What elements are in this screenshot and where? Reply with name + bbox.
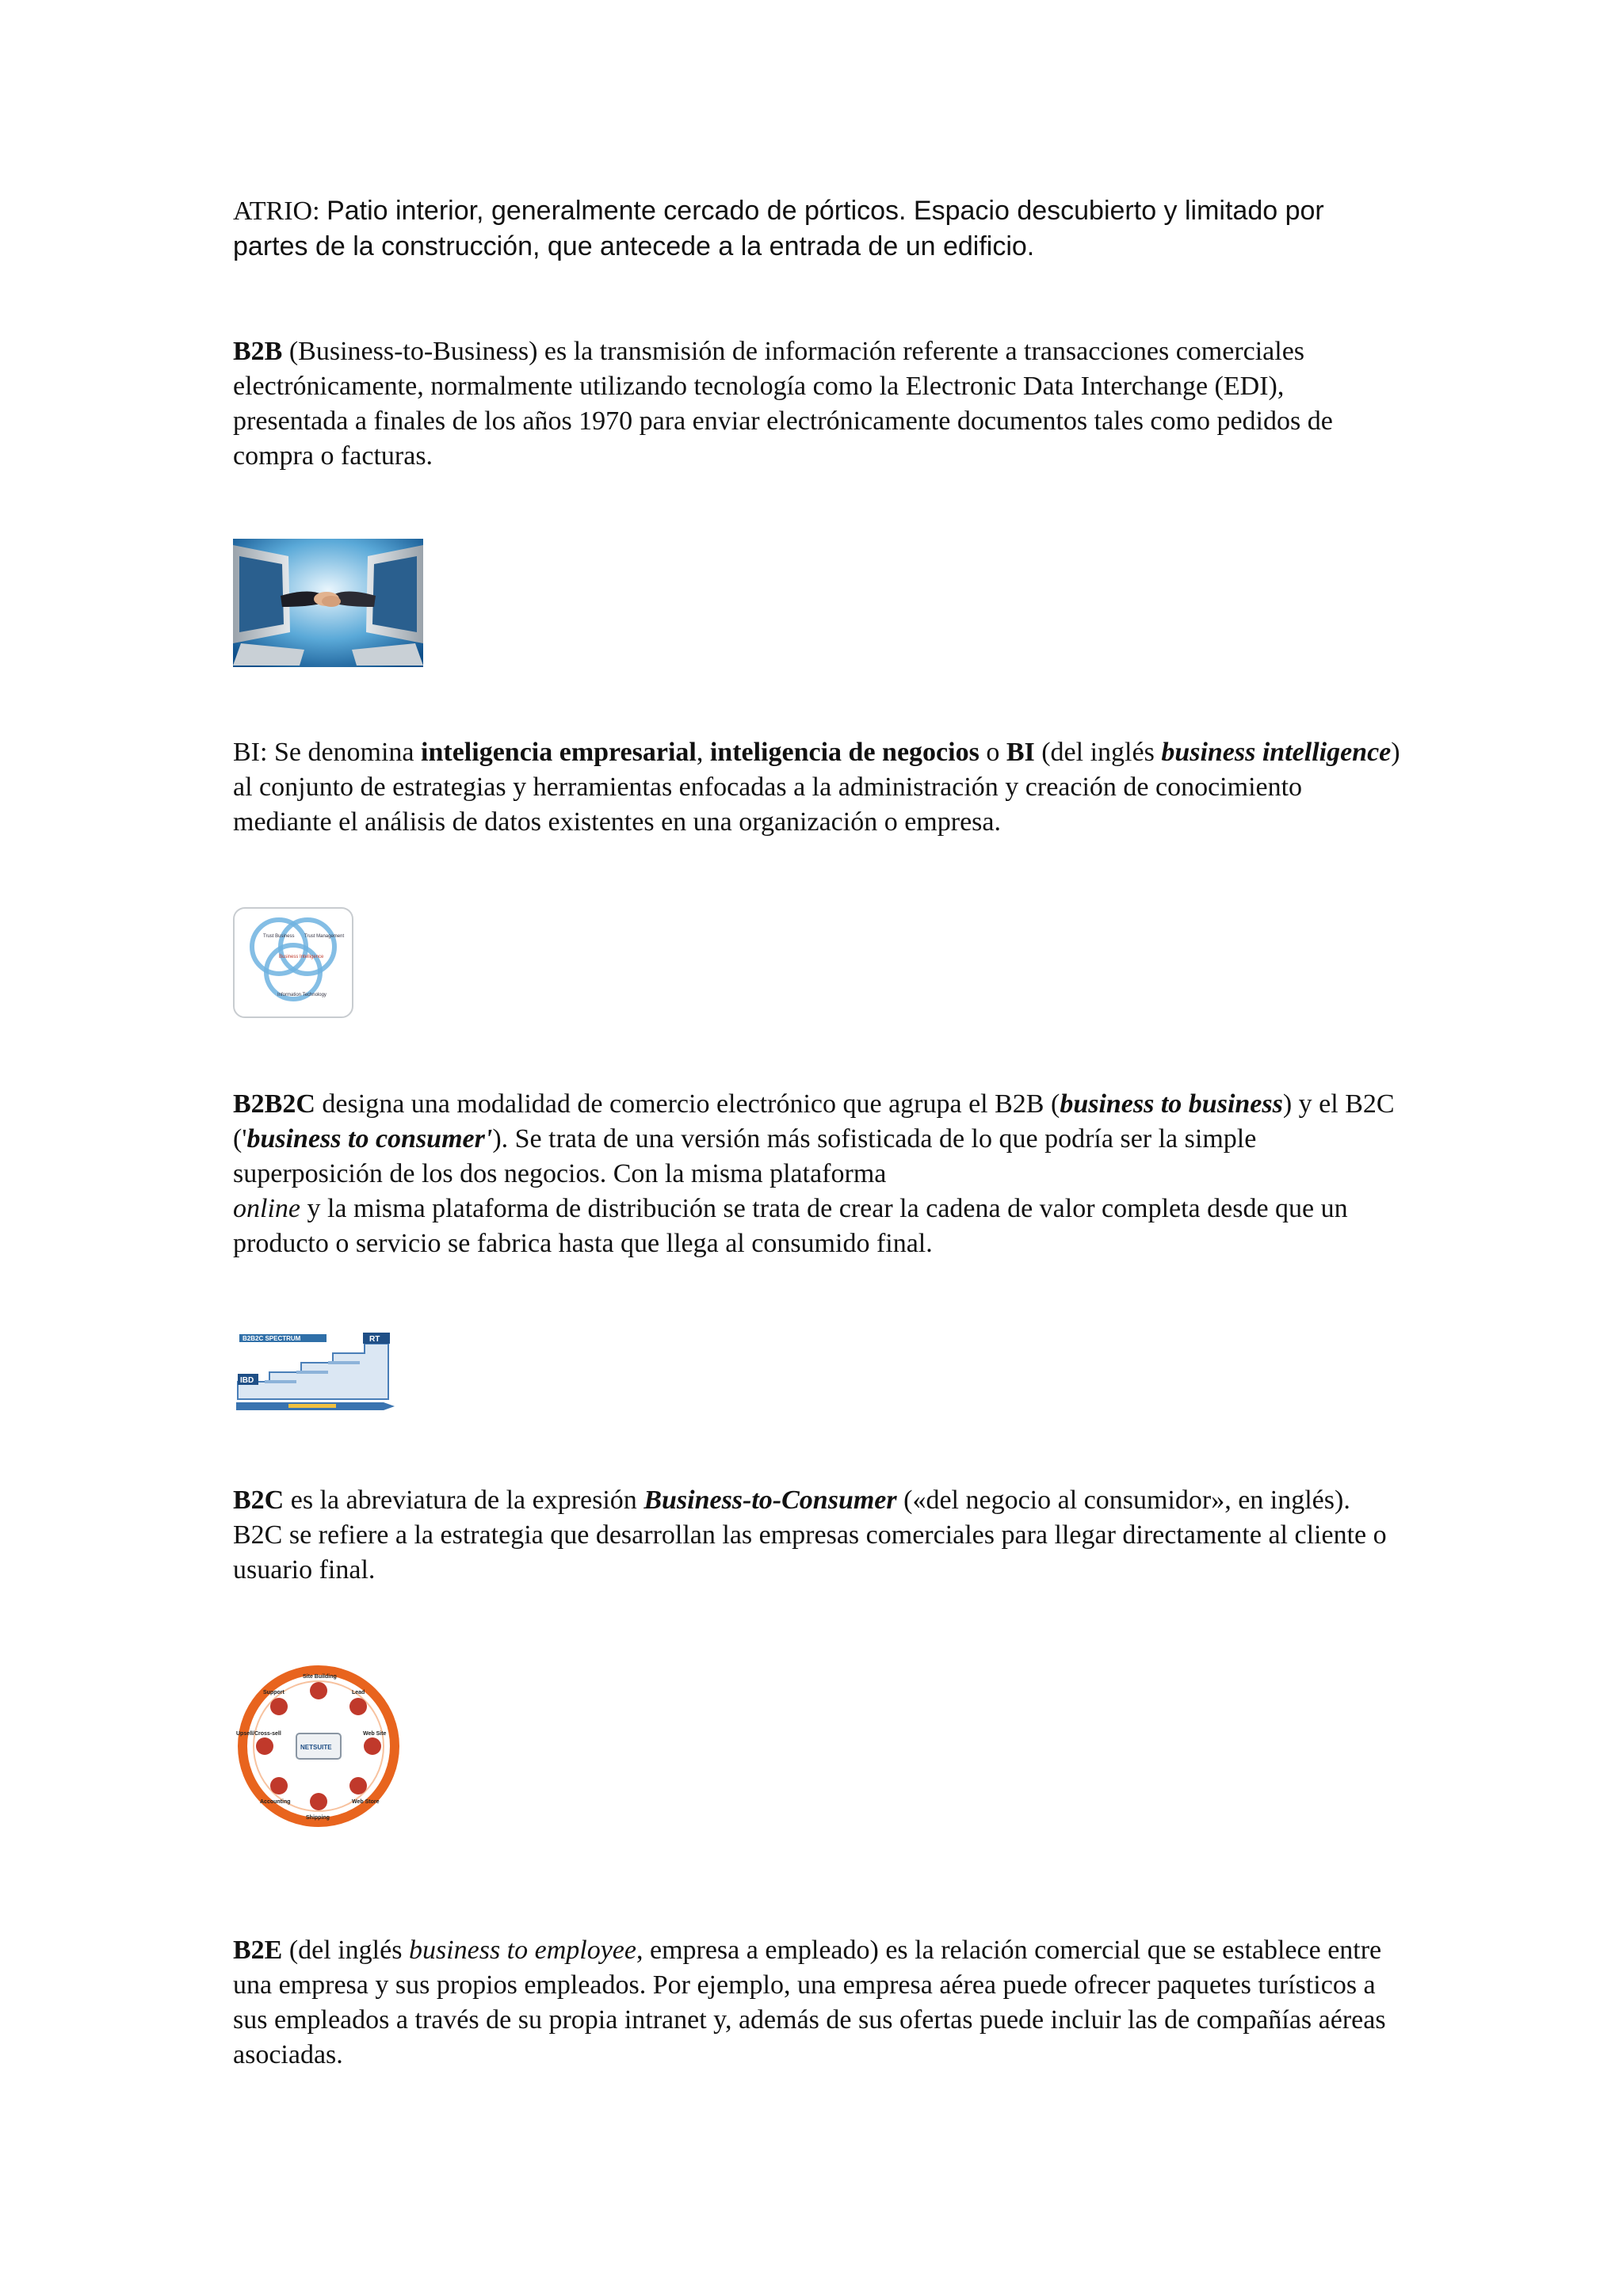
- handshake-illustration: [233, 539, 423, 667]
- b2c-text-2: («del negocio al consumidor», en inglés).: [896, 1486, 1350, 1515]
- b2c-wheel-image: [233, 1661, 404, 1833]
- b2b2c-text-2: ) y el B2C (': [233, 1089, 1395, 1154]
- b2b2c-text-4: y la misma plataforma de distribución se trata de crear la cadena de valor completa desde que un producto o servicio se fabrica hasta que llega al consumido final.: [233, 1194, 1348, 1258]
- bi-text-4: (del inglés: [1034, 738, 1162, 767]
- spectrum-bottom-tag: IBD: [240, 1376, 254, 1385]
- bi-bold-italic-1: business intelligence: [1161, 738, 1392, 767]
- b2b2c-spectrum-image: [233, 1328, 399, 1412]
- b2b-paragraph: [233, 334, 1406, 474]
- venn-label-bottom: Information Technology: [277, 993, 327, 997]
- bi-bold-1: inteligencia empresarial: [421, 738, 697, 767]
- spectrum-top-tag: RT: [369, 1335, 380, 1344]
- b2b2c-paragraph: [233, 1087, 1406, 1261]
- b2b-handshake-image: [233, 539, 423, 667]
- venn-label-top-left: Trust Business: [263, 934, 295, 939]
- atrio-definition: Patio interior, generalmente cercado de pórticos. Espacio descubierto y limitado por partes de la construcción, que antecede a la entrada de un edificio.: [233, 196, 1324, 261]
- wheel-label-1: Lead: [352, 1690, 365, 1695]
- b2e-text-1: (del inglés: [282, 1936, 409, 1965]
- bi-bold-3: BI: [1006, 738, 1035, 767]
- wheel-label-5: Accounting: [260, 1799, 291, 1805]
- b2c-bold-italic-1: Business-to-Consumer: [643, 1486, 897, 1515]
- bi-text-5: ) al conjunto de estrategias y herramientas enfocadas a la administración y creación de conocimiento mediante el análisis de datos existentes en una organización o empresa.: [233, 738, 1400, 837]
- wheel-label-2: Web Site: [363, 1731, 387, 1737]
- wheel-label-6: Upsell/Cross-sell: [236, 1731, 281, 1737]
- bi-venn-image: [233, 907, 353, 1018]
- wheel-label-4: Shipping: [306, 1815, 330, 1821]
- b2b2c-italic-online: online: [233, 1194, 300, 1223]
- b2e-term: B2E: [233, 1936, 283, 1965]
- wheel-illustration: [233, 1661, 404, 1833]
- wheel-center-label: NETSUITE: [300, 1744, 332, 1751]
- b2b2c-text-1: designa una modalidad de comercio electrónico que agrupa el B2B (: [315, 1089, 1060, 1119]
- b2b2c-term: B2B2C: [233, 1089, 315, 1119]
- bi-text-3: o: [979, 738, 1006, 767]
- bi-paragraph: [233, 735, 1406, 840]
- bi-text-2: ,: [696, 738, 710, 767]
- bi-text-1: BI: Se denomina: [233, 738, 422, 767]
- wheel-label-0: Site Building: [303, 1674, 337, 1680]
- b2b-text: (Business-to-Business) es la transmisión de información referente a transacciones comerciales electrónicamente, normalmente utilizando tecnología como la Electronic Data Interchange (EDI), presentada a finales de los años 1970 para enviar electrónicamente documentos tales como pedidos de compra o facturas.: [233, 337, 1333, 471]
- venn-label-top-right: Trust Management: [304, 934, 345, 939]
- b2c-text-1: es la abreviatura de la expresión: [284, 1486, 644, 1515]
- b2b2c-bold-italic-1: business to business: [1060, 1089, 1283, 1119]
- b2e-text-2: , empresa a empleado) es la relación comercial que se establece entre una empresa y sus propios empleados. Por ejemplo, una empresa aérea puede ofrecer paquetes turísticos a sus empleados a través de su propia intranet y, además de sus ofertas puede incluir las de compañías aéreas asociadas.: [233, 1936, 1386, 2069]
- b2c-paragraph: [233, 1483, 1406, 1588]
- bi-bold-2: inteligencia de negocios: [709, 738, 980, 767]
- b2b2c-bold-italic-2: business to consumer': [246, 1124, 493, 1154]
- b2c-line-2: B2C se refiere a la estrategia que desarrollan las empresas comerciales para llegar directamente al cliente o usuario final.: [233, 1520, 1387, 1585]
- atrio-paragraph: [233, 193, 1406, 265]
- b2e-italic-1: business to employee: [408, 1936, 636, 1965]
- b2b2c-text-3: ). Se trata de una versión más sofisticada de lo que podría ser la simple superposición de los dos negocios. Con la misma plataforma: [233, 1124, 1257, 1188]
- spectrum-title: B2B2C SPECTRUM: [242, 1335, 301, 1342]
- wheel-label-3: Web Store: [352, 1799, 380, 1805]
- atrio-term: ATRIO:: [233, 196, 320, 226]
- spectrum-illustration: [233, 1328, 399, 1412]
- venn-diagram-illustration: [233, 907, 353, 1018]
- b2e-paragraph: [233, 1933, 1406, 2073]
- b2c-term: B2C: [233, 1486, 285, 1515]
- wheel-label-7: Support: [263, 1690, 285, 1695]
- b2b-term: B2B: [233, 337, 283, 366]
- venn-label-center: Business Intelligence: [279, 955, 324, 959]
